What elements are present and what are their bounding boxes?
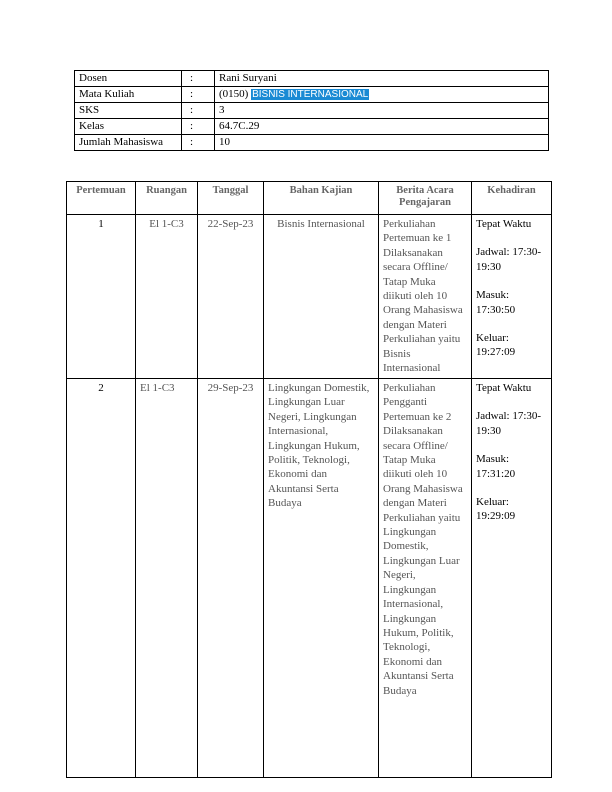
schedule-header-row bbox=[67, 182, 552, 215]
cell-kehadiran bbox=[472, 379, 552, 778]
cell-berita-acara: Perkuliahan Pengganti Pertemuan ke 2 Dilaksanakan secara Offline/ Tatap Muka diikuti oleh 10 Orang Mahasiswa dengan Materi Perkuliahan yaitu Lingkungan Domestik, Lingkungan Luar Negeri, Lingkungan Internasional, Lingkungan Hukum, Politik, Teknologi, Ekonomi dan Akuntansi Serta Budaya bbox=[379, 379, 472, 778]
cell-ruangan: El 1-C3 bbox=[136, 379, 198, 778]
header-berita-acara: Berita Acara Pengajaran bbox=[379, 182, 472, 215]
table-row bbox=[67, 215, 552, 379]
info-label: Mata Kuliah bbox=[75, 87, 182, 103]
cell-bahan-kajian: Bisnis Internasional bbox=[264, 215, 379, 379]
attendance-masuk: Masuk: 17:31:20 bbox=[476, 453, 516, 480]
info-label: Dosen bbox=[75, 71, 182, 87]
cell-berita-acara: Perkuliahan Pertemuan ke 1 Dilaksanakan secara Offline/ Tatap Muka diikuti oleh 10 Orang Mahasiswa dengan Materi Perkuliahan yaitu Bisnis Internasional bbox=[379, 215, 472, 379]
info-row-sks bbox=[75, 103, 549, 119]
info-separator: : bbox=[182, 135, 215, 151]
attendance-jadwal: Jadwal: 17:30-19:30 bbox=[476, 410, 542, 437]
info-label: SKS bbox=[75, 103, 182, 119]
info-row-dosen bbox=[75, 71, 549, 87]
header-kehadiran: Kehadiran bbox=[472, 182, 552, 215]
cell-tanggal: 22-Sep-23 bbox=[198, 215, 264, 379]
info-row-kelas bbox=[75, 119, 549, 135]
cell-pertemuan: 2 bbox=[67, 379, 136, 778]
attendance-status: Tepat Waktu bbox=[476, 218, 532, 230]
info-value-mata-kuliah bbox=[215, 87, 549, 103]
header-ruangan: Ruangan bbox=[136, 182, 198, 215]
cell-kehadiran bbox=[472, 215, 552, 379]
attendance-status: Tepat Waktu bbox=[476, 382, 532, 394]
info-separator: : bbox=[182, 87, 215, 103]
header-bahan-kajian: Bahan Kajian bbox=[264, 182, 379, 215]
info-separator: : bbox=[182, 103, 215, 119]
attendance-masuk: Masuk: 17:30:50 bbox=[476, 289, 516, 316]
cell-bahan-kajian: Lingkungan Domestik, Lingkungan Luar Negeri, Lingkungan Internasional, Lingkungan Hukum, Politik, Teknologi, Ekonomi dan Akuntansi Serta Budaya bbox=[264, 379, 379, 778]
course-info-table bbox=[74, 70, 549, 151]
cell-tanggal: 29-Sep-23 bbox=[198, 379, 264, 778]
info-separator: : bbox=[182, 71, 215, 87]
header-pertemuan: Pertemuan bbox=[67, 182, 136, 215]
info-separator: : bbox=[182, 119, 215, 135]
info-value-dosen: Rani Suryani bbox=[215, 71, 549, 87]
course-name-highlight[interactable]: BISNIS INTERNASIONAL bbox=[252, 89, 369, 100]
attendance-keluar: Keluar: 19:29:09 bbox=[476, 496, 516, 523]
info-label: Kelas bbox=[75, 119, 182, 135]
attendance-keluar: Keluar: 19:27:09 bbox=[476, 332, 516, 359]
info-row-jumlah-mahasiswa bbox=[75, 135, 549, 151]
cell-ruangan: El 1-C3 bbox=[136, 215, 198, 379]
attendance-jadwal: Jadwal: 17:30-19:30 bbox=[476, 246, 542, 273]
header-tanggal: Tanggal bbox=[198, 182, 264, 215]
info-label: Jumlah Mahasiswa bbox=[75, 135, 182, 151]
attendance-schedule-table bbox=[66, 181, 552, 778]
course-code: (0150) bbox=[219, 88, 249, 100]
table-row bbox=[67, 379, 552, 778]
info-value-jumlah-mahasiswa: 10 bbox=[215, 135, 549, 151]
info-row-mata-kuliah bbox=[75, 87, 549, 103]
cell-pertemuan: 1 bbox=[67, 215, 136, 379]
info-value-kelas: 64.7C.29 bbox=[215, 119, 549, 135]
info-value-sks: 3 bbox=[215, 103, 549, 119]
